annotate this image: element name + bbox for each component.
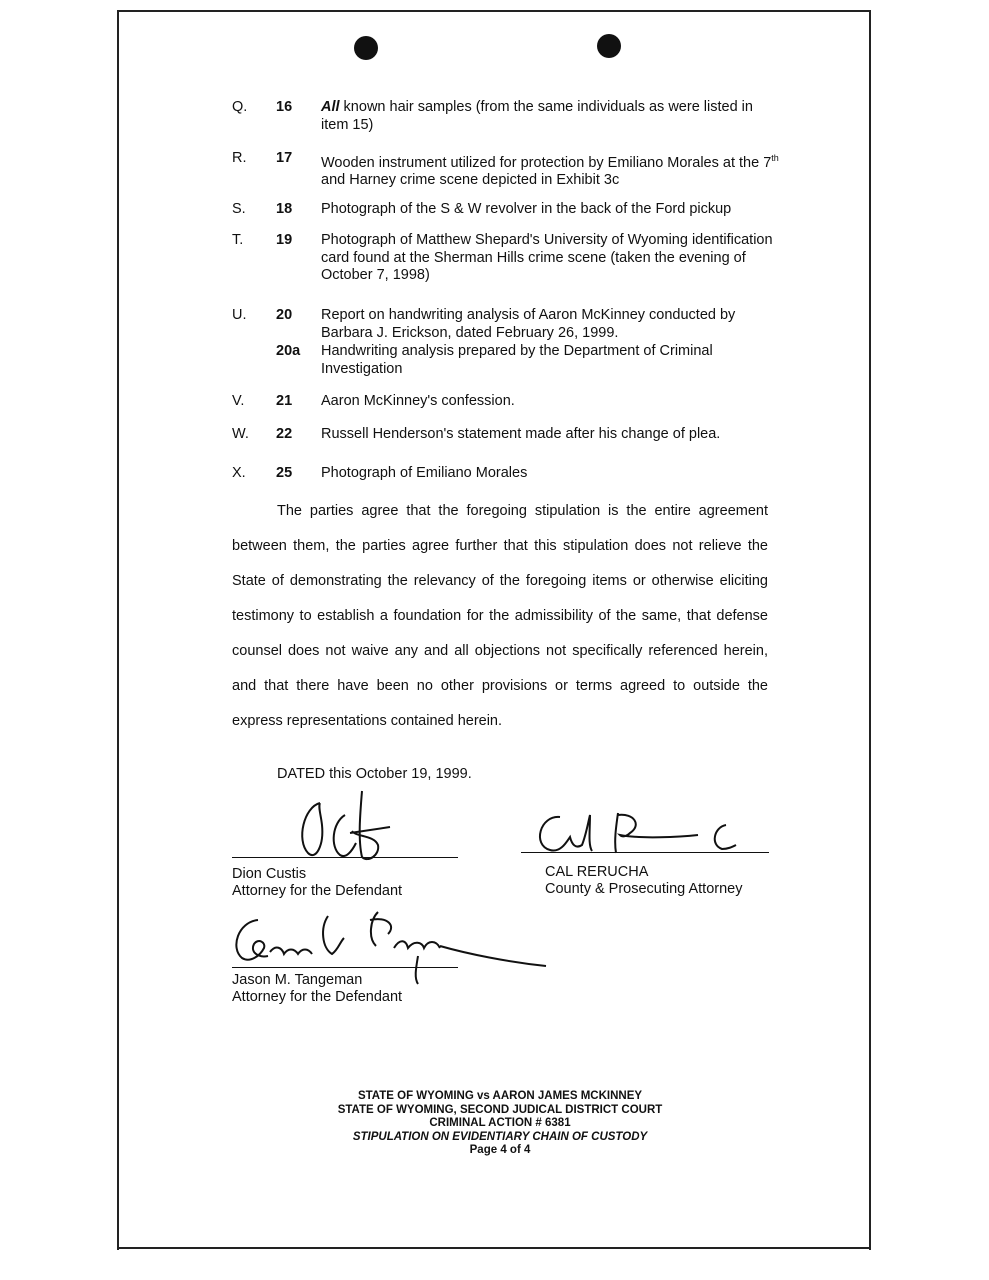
dated-line: DATED this October 19, 1999. [277,766,472,782]
item-number: 18 [276,201,293,217]
footer-case-title: STATE OF WYOMING vs AARON JAMES MCKINNEY [357,1090,643,1102]
punch-hole-right [597,34,621,58]
item-letter: X. [232,465,246,481]
footer-document-title: STIPULATION ON EVIDENTIARY CHAIN OF CUSTODY [352,1130,648,1143]
signatory-2-title: County & Prosecuting Attorney [545,881,743,897]
item-subdescription: Handwriting analysis prepared by the Department of Criminal Investigation [321,343,713,377]
item-description: Aaron McKinney's confession. [321,393,515,409]
punch-hole-left [354,36,378,60]
signature-line-2 [521,852,769,853]
item-letter: Q. [232,99,248,115]
item-description: All known hair samples (from the same individuals as were listed in item 15) [321,99,753,133]
exhibit-item-t [232,232,792,288]
page-border-right [869,10,871,1250]
item-number: 22 [276,426,293,442]
exhibit-item-w [232,426,792,446]
item-description: Photograph of Emiliano Morales [321,465,528,481]
page-border-bottom [117,1247,870,1249]
exhibit-item-v [232,393,792,413]
item-number: 20 [276,307,293,323]
signatory-2-name: CAL RERUCHA [545,864,649,880]
item-description: Russell Henderson's statement made after his change of plea. [321,426,721,442]
item-letter: R. [232,150,247,166]
stipulation-paragraph [232,494,768,739]
item-number: 19 [276,232,293,248]
item-description: Report on handwriting analysis of Aaron McKinney conducted by Barbara J. Erickson, dated February 26, 1999. [321,307,736,341]
exhibit-item-x [232,465,792,485]
exhibit-item-q [232,99,792,139]
page-border-top [117,10,870,12]
item-number: 16 [276,99,293,115]
item-letter: V. [232,393,245,409]
item-description: Photograph of Matthew Shepard's University of Wyoming identification card found at the Sherman Hills crime scene (taken the evening of October 7, 1998) [321,232,773,283]
item-number: 25 [276,465,293,481]
footer-court: STATE OF WYOMING, SECOND JUDICAL DISTRICT COURT [337,1103,663,1116]
item-subnumber: 20a [276,343,301,359]
signature-line-3 [232,967,458,968]
signatory-1-title: Attorney for the Defendant [232,883,403,899]
footer-page-number: Page 4 of 4 [469,1144,531,1156]
item-letter: W. [232,426,249,442]
signatory-3-title: Attorney for the Defendant [232,989,403,1005]
item-number: 21 [276,393,293,409]
footer-action-number: CRIMINAL ACTION # 6381 [429,1117,571,1129]
exhibit-item-r [232,150,792,190]
signature-line-1 [232,857,458,858]
item-letter: U. [232,307,247,323]
item-letter: S. [232,201,246,217]
item-letter: T. [232,232,244,248]
page-border-left [117,10,119,1250]
item-description: Wooden instrument utilized for protection by Emiliano Morales at the 7th and Harney crime scene depicted in Exhibit 3c [321,153,779,189]
document-footer [280,1090,720,1158]
exhibit-item-u [232,307,792,382]
paragraph-text: The parties agree that the foregoing stipulation is the entire agreement between them, the parties agree further that this stipulation does not relieve the State of demonstrating the relevancy of the foregoing items or otherwise eliciting testimony to establish a foundation for the admissibility of the same, that defense counsel does not waive any and all objections not specifically referenced herein, and that there have been no other provisions or terms agreed to outside the express representations contained herein. [232,503,768,729]
exhibit-item-s [232,201,792,221]
item-description: Photograph of the S & W revolver in the back of the Ford pickup [321,201,732,217]
item-number: 17 [276,150,293,166]
signatory-1-name: Dion Custis [232,866,307,882]
signatory-3-name: Jason M. Tangeman [232,972,363,988]
